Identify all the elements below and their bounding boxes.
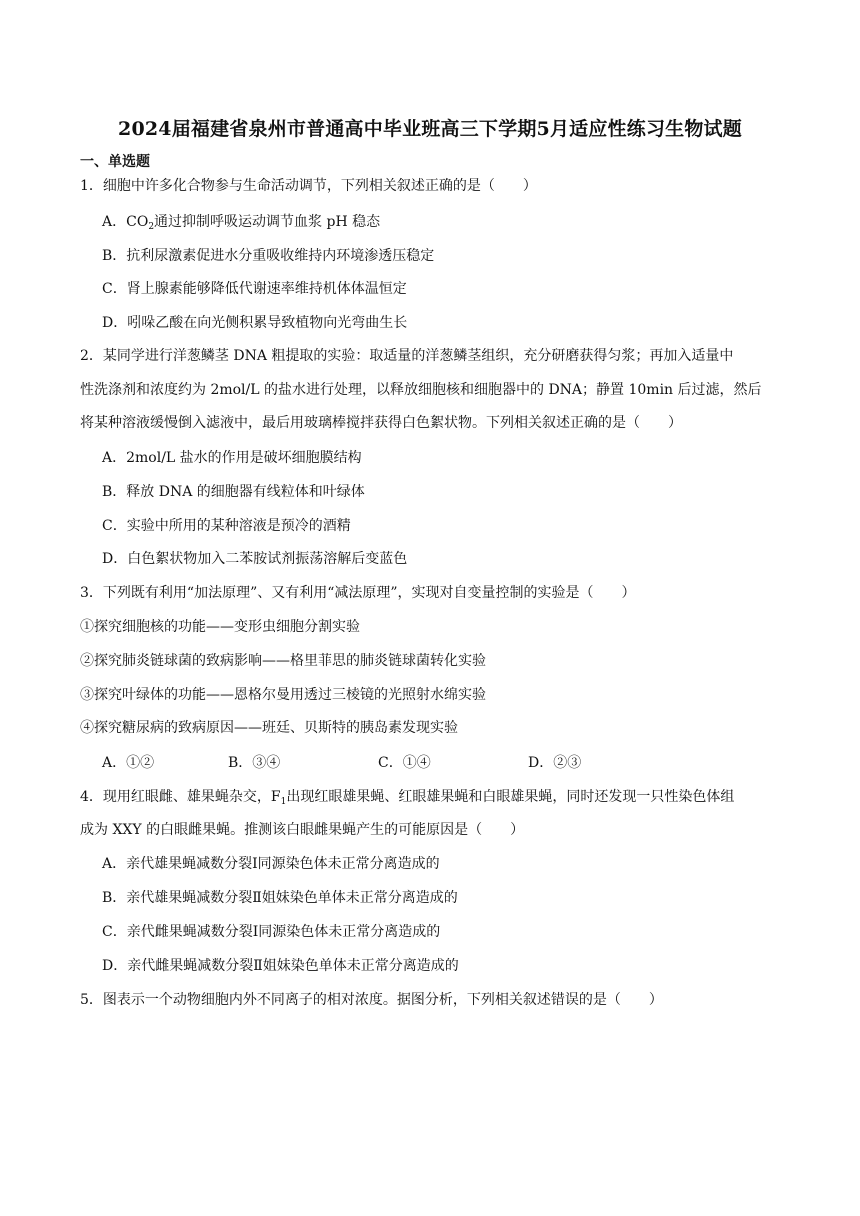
question-4-stem-line-2: 成为 XXY 的白眼雌果蝇。推测该白眼雌果蝇产生的可能原因是（ ）	[80, 822, 525, 838]
question-3-item-2: ②探究肺炎链球菌的致病影响——格里菲思的肺炎链球菌转化实验	[80, 653, 486, 669]
question-3-stem: 3．下列既有利用“加法原理”、又有利用“减法原理”，实现对自变量控制的实验是（ ）	[80, 585, 636, 601]
question-3-item-1: ①探究细胞核的功能——变形虫细胞分割实验	[80, 619, 360, 635]
question-1-option-d: D．吲哚乙酸在向光侧积累导致植物向光弯曲生长	[102, 315, 408, 331]
question-3-option-c: C．①④	[378, 755, 431, 771]
question-4-option-d: D．亲代雌果蝇减数分裂Ⅱ姐妹染色单体未正常分离造成的	[102, 958, 459, 974]
section-heading: 一、单选题	[80, 154, 150, 170]
question-1-option-a: A．$CO_2$通过抑制呼吸运动调节血浆 pH 稳态	[102, 214, 381, 232]
question-3-item-3: ③探究叶绿体的功能——恩格尔曼用透过三棱镜的光照射水绵实验	[80, 687, 486, 703]
question-2-stem-line-1: 2．某同学进行洋葱鳞茎 DNA 粗提取的实验：取适量的洋葱鳞茎组织，充分研磨获得匀浆；再加入适量中	[80, 348, 734, 364]
question-2-option-c: C．实验中所用的某种溶液是预冷的酒精	[102, 518, 351, 534]
question-1-option-c: C．肾上腺素能够降低代谢速率维持机体体温恒定	[102, 281, 407, 297]
question-2-stem-line-2: 性洗涤剂和浓度约为 2mol/L 的盐水进行处理，以释放细胞核和细胞器中的 DNA；静置 10min 后过滤，然后	[80, 382, 762, 398]
question-2-stem-line-3: 将某种溶液缓慢倒入滤液中，最后用玻璃棒搅拌获得白色絮状物。下列相关叙述正确的是（ ）	[80, 415, 682, 431]
question-4-option-c: C．亲代雌果蝇减数分裂Ⅰ同源染色体未正常分离造成的	[102, 924, 441, 940]
question-2-option-b: B．释放 DNA 的细胞器有线粒体和叶绿体	[102, 484, 365, 500]
question-1-option-b: B．抗利尿激素促进水分重吸收维持内环境渗透压稳定	[102, 248, 435, 264]
document-title: 2024届福建省泉州市普通高中毕业班高三下学期5月适应性练习生物试题	[118, 118, 742, 140]
question-5-stem: 5．图表示一个动物细胞内外不同离子的相对浓度。据图分析，下列相关叙述错误的是（ ）	[80, 992, 663, 1008]
question-3-option-a: A．①②	[102, 755, 155, 771]
question-3-item-4: ④探究糖尿病的致病原因——班廷、贝斯特的胰岛素发现实验	[80, 720, 458, 736]
question-3-option-b: B．③④	[228, 755, 281, 771]
question-4-stem-line-1: 4．现用红眼雌、雄果蝇杂交，$F_1$出现红眼雄果蝇、红眼雄果蝇和白眼雄果蝇，同时还发现一只性染色体组	[80, 789, 735, 807]
question-4-option-a: A．亲代雄果蝇减数分裂Ⅰ同源染色体未正常分离造成的	[102, 856, 440, 872]
question-4-option-b: B．亲代雄果蝇减数分裂Ⅱ姐妹染色单体未正常分离造成的	[102, 890, 458, 906]
question-2-option-d: D．白色絮状物加入二苯胺试剂振荡溶解后变蓝色	[102, 551, 408, 567]
question-2-option-a: A．2mol/L 盐水的作用是破坏细胞膜结构	[102, 450, 362, 466]
question-3-option-d: D．②③	[528, 755, 582, 771]
question-1-stem: 1．细胞中许多化合物参与生命活动调节，下列相关叙述正确的是（ ）	[80, 178, 537, 194]
